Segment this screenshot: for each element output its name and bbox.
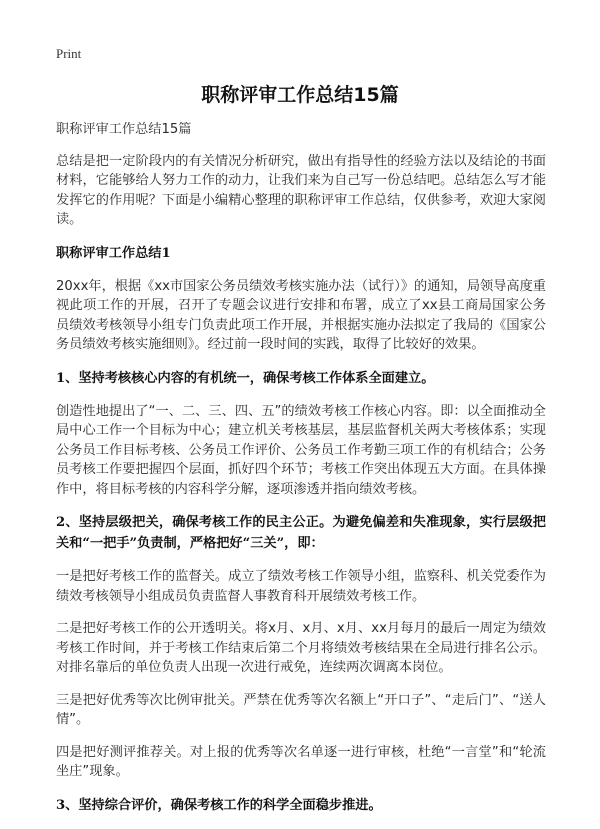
body-paragraph: 一是把好考核工作的监督关。成立了绩效考核工作领导小组，监察科、机关党委作为绩效考核领导小组成员负责监督人事教育科开展绩效考核工作。 <box>56 569 546 604</box>
body-paragraph: 创造性地提出了“一、二、三、四、五”的绩效考核工作核心内容。即：以全面推动全局中心工作一个目标为中心；建立机关考核基层，基层监督机关两大考核体系；实现公务员工作目标考核、公务员工作评价、公务员工作考勤三项工作的有机结合；公务员考核工作要把握四个层面，抓好四个环节；考核工作突出体现五大方面。在具体操作中，将目标考核的内容科学分解，逐项渗透并指向绩效考核。 <box>56 403 546 497</box>
print-link[interactable]: Print <box>56 46 82 61</box>
point-heading-1: 1、坚持考核核心内容的有机统一，确保考核工作体系全面建立。 <box>56 370 435 386</box>
body-paragraph: 三是把好优秀等次比例审批关。严禁在优秀等次名额上“开口子”、“走后门”、“送人情”。 <box>56 692 546 727</box>
body-paragraph: 四是把好测评推荐关。对上报的优秀等次名单逐一进行审核，杜绝“一言堂”和“轮流坐庄”现象。 <box>56 744 546 779</box>
section-heading: 职称评审工作总结1 <box>56 245 171 261</box>
point-heading-2: 2、坚持层级把关，确保考核工作的民主公正。为避免偏差和失准现象，实行层级把关和“一把手”负责制，严格把好“三关”，即： <box>56 515 546 551</box>
intro-paragraph: 总结是把一定阶段内的有关情况分析研究，做出有指导性的经验方法以及结论的书面材料，它能够给人努力工作的动力，让我们来为自己写一份总结吧。总结怎么写才能发挥它的作用呢？下面是小编精心整理的职称评审工作总结，仅供参考，欢迎大家阅读。 <box>56 153 546 227</box>
body-paragraph: 二是把好考核工作的公开透明关。将x月、x月、x月、xx月每月的最后一周定为绩效考核工作时间，并于考核工作结束后第二个月将绩效考核结果在全局进行排名公示。对排名靠后的单位负责人出现一次进行戒免，连续两次调离本岗位。 <box>56 621 546 675</box>
body-paragraph: 20xx年，根据《xx市国家公务员绩效考核实施办法（试行）》的通知，局领导高度重视此项工作的开展，召开了专题会议进行安排和布署，成立了xx县工商局国家公务员绩效考核领导小组专门负责此项工作开展，并根据实施办法拟定了我局的《国家公务员绩效考核实施细则》。经过前一段时间的实践，取得了比较好的效果。 <box>56 278 546 352</box>
document-subtitle: 职称评审工作总结15篇 <box>56 122 192 137</box>
point-heading-3: 3、坚持综合评价，确保考核工作的科学全面稳步推进。 <box>56 797 382 813</box>
document-body <box>56 120 546 829</box>
page-title: 职称评审工作总结15篇 <box>201 84 399 106</box>
